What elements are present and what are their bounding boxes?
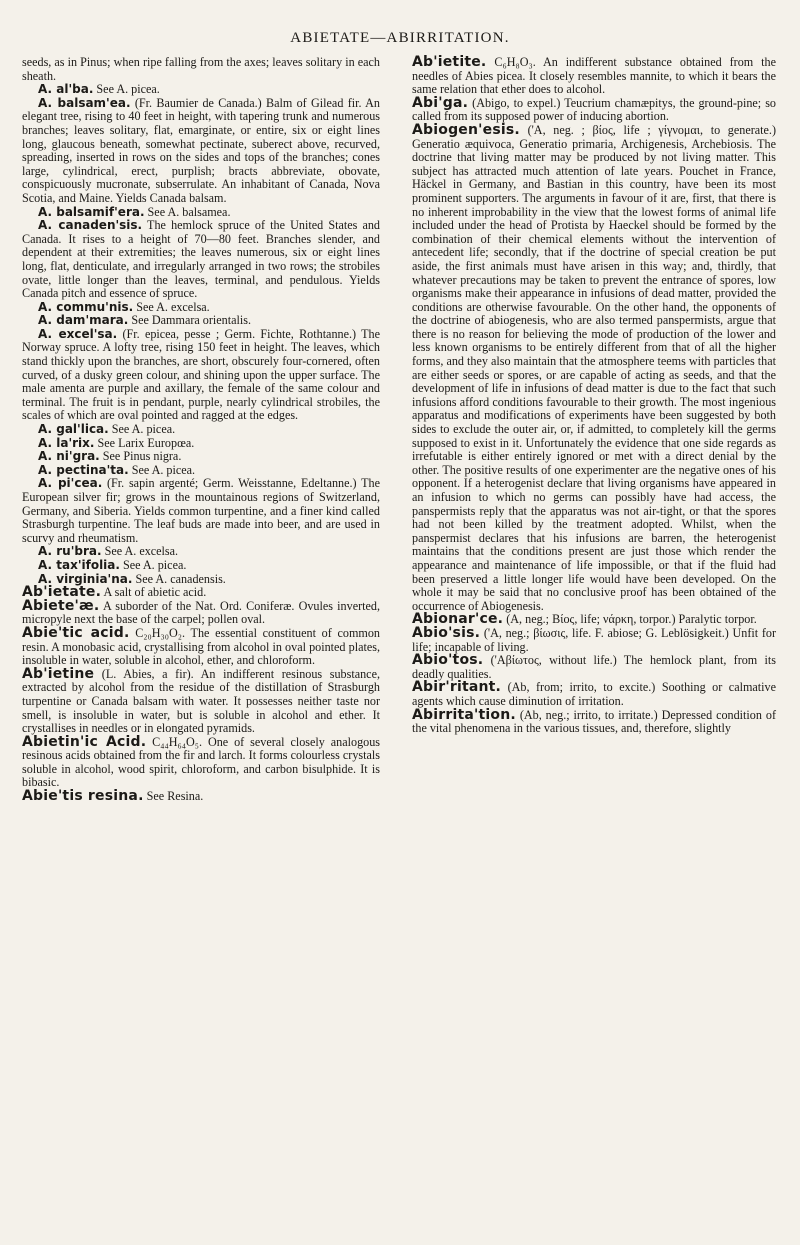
entry-definition: See Pinus nigra. bbox=[99, 449, 182, 464]
dictionary-entry bbox=[412, 121, 776, 613]
entry-headword: Abietin'ic Acid. bbox=[22, 733, 147, 750]
entry-headword: A. al'ba. bbox=[38, 82, 94, 97]
entry-definition: See A. balsamea. bbox=[144, 204, 231, 219]
entry-headword: Abie'tic acid. bbox=[22, 624, 130, 641]
dictionary-entry bbox=[22, 733, 381, 790]
left-column bbox=[22, 56, 380, 804]
entry-definition: (L. Abies, a fir). An indifferent resinous substance, extracted by alcohol from the residue of the distillation of Strasburgh turpentine or Canada balsam with water. It possesses neither taste nor smell, is insoluble in water, but is soluble in alcohol and ether. It crystallises in needles or in elongated pyramids. bbox=[22, 666, 380, 736]
entry-definition: See A. excelsa. bbox=[133, 299, 210, 314]
dictionary-entry bbox=[412, 654, 776, 681]
dictionary-entry bbox=[412, 706, 776, 736]
entry-definition: ('A, neg.; βίωσις, life. F. abiose; G. Leblösigkeit.) Unfit for life; incapable of living. bbox=[412, 625, 776, 654]
entry-definition: ('A, neg. ; βίος, life ; γίγνομαι, to generate.) Generatio æquivoca, Generatio primaria, Archigenesis, Archebiosis. The doctrine that living matter may be produced by not living matter. This subject has attracted much attention of late years. Pouchet in France, Häckel in Germany, and Bastian in this country, have been its most prominent supporters. The arguments in favour of it are, first, that there is no inherent improbability in the view that the lowest forms of animal life included under the head of Protista by Haeckel should be formed by the combination of their chemical elements without the intervention of antecedent life; secondly, that if the doctrine of special creation be put aside, the first animals must have arisen in this way; and, thirdly, that whatever precautions may be taken to prevent the entrance of spores, low organisms make their appearance in infusions of dead matter, provided the conditions are otherwise favourable. On the other hand, the opponents of the doctrine of abiogenesis, who are also termed panspermists, argue that there is no reason for believing the mode of production of the lower and less known organisms to be entirely different from that of all the higher forms, and they also maintain that the atmosphere teems with particles that are either seeds or spores, or are capable of acting as seeds, and that the development of life in infusions of dead matter is due to the fact that such infusions afford conditions favourable to their growth. The most ingenious apparatus and modifications of experiments have been suggested by both sides to exclude the outer air, or, if admitted, to completely kill the germs supposed to exist in it. Unfortunately the evidence that one side regards as irrefutable is either entirely ignored or met with a direct denial by the other. The positive results of one experimenter are the negative ones of his opponent. If a heterogenist declare that living organisms have appeared in an infusion to which no germs can possibly have had access, the panspermists reply that the apparatus was not air-tight, or that the spores had not been killed by the treatment adopted. Whilst, when the panspermist declares that his infusions are barren, the heterogenist maintains that the conditions present are just those which render the appearance and maintenance of life impossible, or that if the fluid had been preserved a little longer life would have been developed. On the whole it may be said that no conclusive proof has been obtained of the occurrence of Abiogenesis. bbox=[412, 122, 776, 613]
entry-headword: A. balsam'ea. bbox=[38, 95, 131, 110]
entry-headword: A. ni'gra. bbox=[38, 449, 100, 464]
entry-definition: C₆H₈O₃. An indifferent substance obtained from the needles of Abies picea. It closely resembles mannite, to which it bears the same relation that ether does to alcohol. bbox=[412, 55, 776, 97]
entry-definition: (Abigo, to expel.) Teucrium chamæpitys, the ground-pine; so called from its supposed power of inducing abortion. bbox=[412, 95, 776, 124]
entry-headword: Ab'ietine bbox=[22, 665, 95, 682]
entry-definition: (Ab, from; irrito, to excite.) Soothing or calmative agents which cause diminution of irritation. bbox=[412, 680, 776, 708]
entry-headword: Abio'sis. bbox=[412, 624, 481, 641]
entry-headword: A. ru'bra. bbox=[38, 544, 102, 559]
dictionary-entry bbox=[22, 301, 380, 315]
entry-headword: Abio'tos. bbox=[412, 652, 484, 669]
entry-definition: (Ab, neg.; irrito, to irritate.) Depressed condition of the vital phenomena in the various tissues, and, therefore, slightly bbox=[412, 707, 776, 736]
entry-definition: See A. canadensis. bbox=[132, 571, 226, 586]
dictionary-entry bbox=[22, 665, 380, 736]
dictionary-entry bbox=[412, 624, 776, 654]
dictionary-entry bbox=[412, 681, 776, 708]
entry-definition: (Fr. sapin argenté; Germ. Weisstanne, Edeltanne.) The European silver fir; grows in the mountainous regions of Switzerland, Germany, and Siberia. Yields common turpentine, and a finer kind called Strasburgh turpentine. The leaf buds are made into beer, and are used in scurvy and rheumatism. bbox=[22, 476, 380, 545]
dictionary-entry bbox=[22, 219, 380, 301]
entry-definition: See Larix Europœa. bbox=[94, 435, 195, 450]
entry-headword: Ab'ietite. bbox=[412, 54, 487, 70]
entry-definition: A salt of abietic acid. bbox=[101, 585, 207, 600]
entry-headword: Abirrita'tion. bbox=[412, 706, 516, 723]
dictionary-entry bbox=[22, 624, 380, 668]
dictionary-entry bbox=[412, 94, 776, 124]
dictionary-entry bbox=[22, 206, 380, 220]
dictionary-entry bbox=[22, 559, 380, 573]
entry-definition: See A. picea. bbox=[108, 422, 176, 437]
entry-headword: Abie'tis resina. bbox=[22, 788, 144, 805]
running-head: ABIETATE—ABIRRITATION. bbox=[290, 30, 510, 46]
entry-headword: A. pi'cea. bbox=[38, 476, 103, 491]
entry-definition: See A. picea. bbox=[119, 557, 187, 572]
entry-definition: See A. excelsa. bbox=[101, 544, 179, 559]
entry-definition: See Dammara orientalis. bbox=[128, 313, 252, 328]
entry-definition: See A. picea. bbox=[93, 82, 160, 97]
dictionary-entry bbox=[22, 464, 380, 478]
entry-definition: (Fr. epicea, pesse ; Germ. Fichte, Rothtanne.) The Norway spruce. A lofty tree, rising 150 feet in height. The leaves, which stand thickly upon the branches, are short, obscurely four-cornered, often curved, of a dusky green colour, and shining upon the upper surface. The male amenta are purple and axillary, the female of the same colour and terminal. The fruit is in pendant, purple, nearly cylindrical strobiles, the scales of which are oval pointed and ragged at the edges. bbox=[22, 326, 380, 423]
dictionary-entry bbox=[22, 437, 380, 451]
dictionary-entry bbox=[22, 328, 380, 423]
entry-headword: Abir'ritant. bbox=[412, 679, 502, 696]
dictionary-entry bbox=[22, 790, 380, 804]
entry-headword: A. balsamif'era. bbox=[38, 204, 145, 219]
entry-definition: (Fr. Baumier de Canada.) Balm of Gilead fir. An elegant tree, rising to 40 feet in height, with tapering trunk and numerous branches; leaves solitary, flat, emarginate, or entire, six or eight lines long, glaucous beneath, somewhat pectinate, suberect above, recurved, spreading, inserted in rows on the sides and tops of the branches; cones large, cylindrical, erect, purplish; bracts abbreviate, obovate, conspicuously mucronate, subserrulate. An inhabitant of Canada, Nova Scotia, and Maine. Yields Canada balsam. bbox=[22, 95, 380, 205]
entry-headword: A. excel'sa. bbox=[38, 326, 118, 341]
entry-headword: A. gal'lica. bbox=[38, 422, 109, 437]
dictionary-entry bbox=[22, 97, 380, 206]
entry-headword: A. canaden'sis. bbox=[38, 218, 143, 233]
entry-definition: ('Αβίωτος, without life.) The hemlock plant, from its deadly qualities. bbox=[412, 653, 776, 681]
entry-definition: See A. picea. bbox=[128, 462, 196, 477]
entry-definition: See Resina. bbox=[143, 789, 204, 804]
entry-headword: Ab'ietate. bbox=[22, 584, 102, 601]
dictionary-entry bbox=[22, 423, 380, 437]
entry-definition: C₂₀H₃₀O₂. The essential constituent of common resin. A monobasic acid, crystallising from alcohol in oval pointed plates, insoluble in water, soluble in alcohol, ether, and chloroform. bbox=[22, 625, 380, 668]
dictionary-entry bbox=[22, 314, 380, 328]
entry-definition: The hemlock spruce of the United States and Canada. It rises to a height of 70—80 feet. Branches slender, and dependent at their extremities; the leaves numerous, six or eight lines long, flat, denticulate, and irregularly arranged in two rows; the strobiles ovate, little longer than the leaves, terminal, and pendulous. Yields Canada pitch and essence of spruce. bbox=[22, 218, 380, 301]
entry-headword: A. commu'nis. bbox=[38, 299, 134, 314]
entry-definition: (A, neg.; Βίος, life; νάρκη, torpor.) Paralytic torpor. bbox=[503, 612, 757, 627]
dictionary-entry bbox=[22, 450, 380, 464]
entry-headword: A. pectina'ta. bbox=[38, 462, 129, 477]
right-column bbox=[412, 56, 776, 736]
entry-definition: C₄₄H₆₄O₅. One of several closely analogous resinous acids obtained from the fir and larch. It forms colourless crystals soluble in alcohol, wood spirit, chloroform, and carbon bisulphide. It is bibasic. bbox=[22, 734, 381, 790]
entry-definition: seeds, as in Pinus; when ripe falling from the axes; leaves solitary in each sheath. bbox=[22, 55, 380, 83]
entry-headword: A. tax'ifolia. bbox=[38, 557, 120, 572]
dictionary-entry bbox=[412, 56, 776, 97]
dictionary-entry bbox=[22, 83, 380, 97]
entry-headword: Abiogen'esis. bbox=[412, 121, 520, 138]
entry-headword: Abi'ga. bbox=[412, 94, 469, 111]
entry-headword: A. dam'mara. bbox=[38, 313, 129, 328]
dictionary-entry bbox=[22, 545, 380, 559]
entry-headword: Abionar'ce. bbox=[412, 611, 504, 628]
dictionary-entry bbox=[22, 477, 380, 545]
entry-headword: Abiete'æ. bbox=[22, 597, 100, 614]
dictionary-entry bbox=[22, 56, 380, 83]
dictionary-entry bbox=[22, 597, 380, 627]
entry-headword: A. la'rix. bbox=[38, 435, 95, 450]
entry-headword: A. virginia'na. bbox=[38, 571, 133, 586]
entry-definition: A suborder of the Nat. Ord. Coniferæ. Ovules inverted, micropyle next the base of the carpel; pollen oval. bbox=[22, 598, 380, 627]
